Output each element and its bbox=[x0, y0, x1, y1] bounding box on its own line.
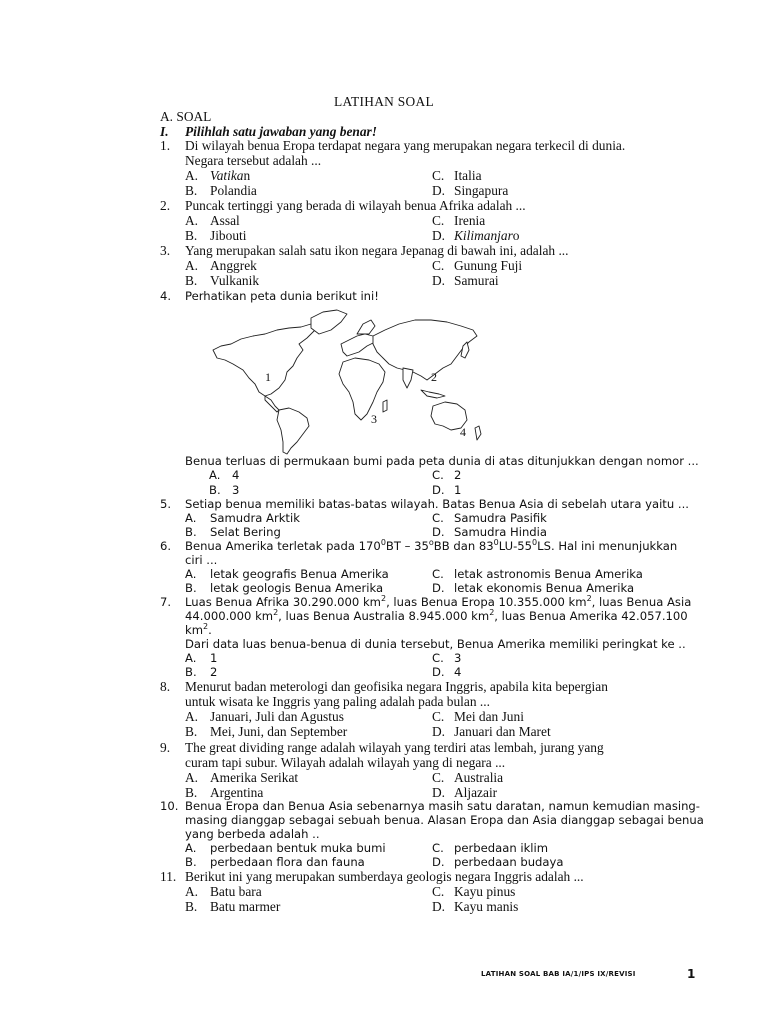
option-d: Samurai bbox=[454, 273, 499, 288]
option-a: Amerika Serikat bbox=[210, 770, 299, 785]
option-label: B. bbox=[185, 183, 198, 198]
option-label: B. bbox=[209, 483, 221, 497]
question-number: 6. bbox=[160, 539, 172, 553]
question-text: The great dividing range adalah wilayah yang terdiri atas lembah, jurang yang bbox=[185, 740, 604, 755]
option-label: B. bbox=[185, 855, 197, 869]
page-footer: LATIHAN SOAL BAB IA/1/IPS IX/REVISI bbox=[481, 970, 636, 978]
option-label: C. bbox=[432, 841, 444, 855]
question-number: 3. bbox=[160, 243, 171, 258]
option-label: D. bbox=[432, 899, 446, 914]
option-c: Mei dan Juni bbox=[454, 709, 524, 724]
question-number: 5. bbox=[160, 497, 172, 511]
question-number: 7. bbox=[160, 595, 172, 609]
option-b: Argentina bbox=[210, 785, 264, 800]
option-label: C. bbox=[432, 213, 445, 228]
question-text: curam tapi subur. Wilayah adalah wilayah yang di negara ... bbox=[185, 755, 506, 770]
question-number: 1. bbox=[160, 138, 171, 153]
option-label: A. bbox=[185, 258, 199, 273]
question-text: Benua terluas di permukaan bumi pada peta dunia di atas ditunjukkan dengan nomor ... bbox=[185, 454, 699, 468]
north-america-shape bbox=[213, 324, 315, 396]
option-d: 1 bbox=[454, 483, 462, 497]
option-label: B. bbox=[185, 273, 198, 288]
africa-shape bbox=[339, 358, 385, 420]
option-label: D. bbox=[432, 525, 445, 539]
question-number: 11. bbox=[160, 869, 177, 884]
question-number: 10. bbox=[160, 799, 179, 813]
question-text: 44.000.000 $km^2$, luas Benua Australia 8.945.000 $km^2$, luas Benua Amerika 42.057.100 bbox=[185, 608, 688, 623]
map-label-1: 1 bbox=[265, 370, 271, 384]
instruction-number: I. bbox=[160, 124, 169, 139]
option-a: Anggrek bbox=[210, 258, 257, 273]
option-c: Samudra Pasifik bbox=[454, 511, 547, 525]
question-text: Benua Amerika terletak pada $170^0BT - 35^oBB$ dan $83^0LU-55^0LS$. Hal ini menunjukkan bbox=[185, 538, 678, 553]
option-c: Kayu pinus bbox=[454, 884, 516, 899]
option-d: 4 bbox=[454, 665, 462, 679]
option-a: Januari, Juli dan Agustus bbox=[210, 709, 344, 724]
question-text: Setiap benua memiliki batas-batas wilayah. Batas Benua Asia di sebelah utara yaitu ... bbox=[185, 497, 689, 511]
question-number: 8. bbox=[160, 679, 171, 694]
option-b: letak geologis Benua Amerika bbox=[210, 581, 384, 595]
question-text: Perhatikan peta dunia berikut ini! bbox=[185, 289, 379, 303]
map-label-3: 3 bbox=[371, 412, 377, 426]
option-label: D. bbox=[432, 665, 445, 679]
section-heading: A. SOAL bbox=[160, 109, 212, 124]
option-b: 3 bbox=[232, 483, 240, 497]
map-label-4: 4 bbox=[460, 425, 466, 439]
option-a: 4 bbox=[232, 468, 240, 482]
question-text: Berikut ini yang merupakan sumberdaya geologis negara Inggris adalah ... bbox=[185, 869, 584, 884]
option-d: Kilimanjaro bbox=[454, 228, 520, 243]
option-b: perbedaan flora dan fauna bbox=[210, 855, 365, 869]
option-label: B. bbox=[185, 724, 198, 739]
option-c: 2 bbox=[454, 468, 462, 482]
question-number: 4. bbox=[160, 289, 172, 303]
option-a: Batu bara bbox=[210, 884, 262, 899]
option-label: A. bbox=[185, 709, 199, 724]
option-label: D. bbox=[432, 785, 446, 800]
option-label: A. bbox=[185, 841, 197, 855]
option-label: D. bbox=[432, 183, 446, 198]
option-label: A. bbox=[185, 651, 197, 665]
option-b: 2 bbox=[210, 665, 218, 679]
option-b: Jibouti bbox=[210, 228, 247, 243]
option-d: Singapura bbox=[454, 183, 509, 198]
option-label: C. bbox=[432, 511, 444, 525]
option-c: perbedaan iklim bbox=[454, 841, 549, 855]
question-text: yang berbeda adalah .. bbox=[185, 827, 320, 841]
new-zealand-shape bbox=[475, 426, 481, 440]
option-label: A. bbox=[185, 213, 199, 228]
europe-shape bbox=[341, 334, 375, 356]
option-label: D. bbox=[432, 855, 445, 869]
question-text: Di wilayah benua Eropa terdapat negara yang merupakan negara terkecil di dunia. bbox=[185, 138, 626, 153]
option-c: 3 bbox=[454, 651, 462, 665]
option-label: C. bbox=[432, 567, 444, 581]
central-america-shape bbox=[265, 396, 279, 412]
question-text: $km^2$. bbox=[185, 622, 212, 637]
option-label: C. bbox=[432, 468, 444, 482]
question-text: Benua Eropa dan Benua Asia sebenarnya masih satu daratan, namun kemudian masing- bbox=[185, 799, 700, 813]
option-label: A. bbox=[185, 567, 197, 581]
question-text: masing dianggap sebagai sebuah benua. Alasan Eropa dan Asia dianggap sebagai benua bbox=[185, 813, 704, 827]
option-label: C. bbox=[432, 709, 445, 724]
option-d: perbedaan budaya bbox=[454, 855, 564, 869]
option-label: B. bbox=[185, 899, 198, 914]
option-label: D. bbox=[432, 724, 446, 739]
scandinavia-shape bbox=[357, 320, 375, 334]
world-map-image bbox=[207, 306, 485, 456]
indonesia-shape bbox=[421, 390, 445, 398]
option-a: Vatikan bbox=[210, 168, 251, 183]
option-a: perbedaan bentuk muka bumi bbox=[210, 841, 386, 855]
option-label: B. bbox=[185, 581, 197, 595]
option-label: D. bbox=[432, 273, 446, 288]
option-a: Samudra Arktik bbox=[210, 511, 300, 525]
question-text: Luas Benua Afrika 30.290.000 $km^2$, luas Benua Eropa 10.355.000 $km^2$, luas Benua Asia bbox=[185, 594, 692, 609]
map-label-2: 2 bbox=[431, 370, 437, 384]
option-label: C. bbox=[432, 168, 445, 183]
option-d: Aljazair bbox=[454, 785, 498, 800]
india-shape bbox=[403, 368, 413, 388]
page-title: LATIHAN SOAL bbox=[334, 94, 434, 109]
option-label: D. bbox=[432, 483, 445, 497]
option-a: letak geografis Benua Amerika bbox=[210, 567, 389, 581]
option-label: B. bbox=[185, 228, 198, 243]
south-america-shape bbox=[277, 408, 309, 454]
question-number: 9. bbox=[160, 740, 171, 755]
instruction-text: Pilihlah satu jawaban yang benar! bbox=[185, 124, 377, 139]
option-label: B. bbox=[185, 785, 198, 800]
question-text: Menurut badan meterologi dan geofisika negara Inggris, apabila kita bepergian bbox=[185, 679, 608, 694]
question-text: Dari data luas benua-benua di dunia tersebut, Benua Amerika memiliki peringkat ke .. bbox=[185, 637, 686, 651]
option-d: Samudra Hindia bbox=[454, 525, 547, 539]
question-text: untuk wisata ke Inggris yang paling adalah pada bulan ... bbox=[185, 694, 490, 709]
option-label: D. bbox=[432, 228, 446, 243]
option-c: letak astronomis Benua Amerika bbox=[454, 567, 643, 581]
option-c: Gunung Fuji bbox=[454, 258, 523, 273]
question-text: Negara tersebut adalah ... bbox=[185, 153, 322, 168]
option-b: Mei, Juni, dan September bbox=[210, 724, 348, 739]
option-c: Irenia bbox=[454, 213, 486, 228]
option-a: 1 bbox=[210, 651, 218, 665]
option-b: Vulkanik bbox=[210, 273, 260, 288]
option-label: C. bbox=[432, 651, 444, 665]
option-label: B. bbox=[185, 665, 197, 679]
greenland-shape bbox=[311, 310, 347, 334]
option-label: C. bbox=[432, 770, 445, 785]
madagascar-shape bbox=[383, 400, 387, 412]
question-text: ciri ... bbox=[185, 553, 218, 567]
question-number: 2. bbox=[160, 198, 171, 213]
option-d: letak ekonomis Benua Amerika bbox=[454, 581, 635, 595]
option-label: D. bbox=[432, 581, 445, 595]
option-b: Polandia bbox=[210, 183, 257, 198]
option-c: Australia bbox=[454, 770, 504, 785]
page-number: 1 bbox=[687, 967, 696, 981]
option-label: B. bbox=[185, 525, 197, 539]
option-label: A. bbox=[209, 468, 221, 482]
option-d: Januari dan Maret bbox=[454, 724, 551, 739]
option-label: C. bbox=[432, 258, 445, 273]
option-d: Kayu manis bbox=[454, 899, 519, 914]
asia-shape bbox=[373, 320, 477, 380]
option-b: Batu marmer bbox=[210, 899, 281, 914]
option-label: A. bbox=[185, 511, 197, 525]
option-a: Assal bbox=[210, 213, 240, 228]
option-c: Italia bbox=[454, 168, 482, 183]
option-b: Selat Bering bbox=[210, 525, 281, 539]
option-label: A. bbox=[185, 770, 199, 785]
option-label: A. bbox=[185, 168, 199, 183]
option-label: A. bbox=[185, 884, 199, 899]
option-label: C. bbox=[432, 884, 445, 899]
question-text: Yang merupakan salah satu ikon negara Jepanag di bawah ini, adalah ... bbox=[185, 243, 569, 258]
question-text: Puncak tertinggi yang berada di wilayah benua Afrika adalah ... bbox=[185, 198, 526, 213]
